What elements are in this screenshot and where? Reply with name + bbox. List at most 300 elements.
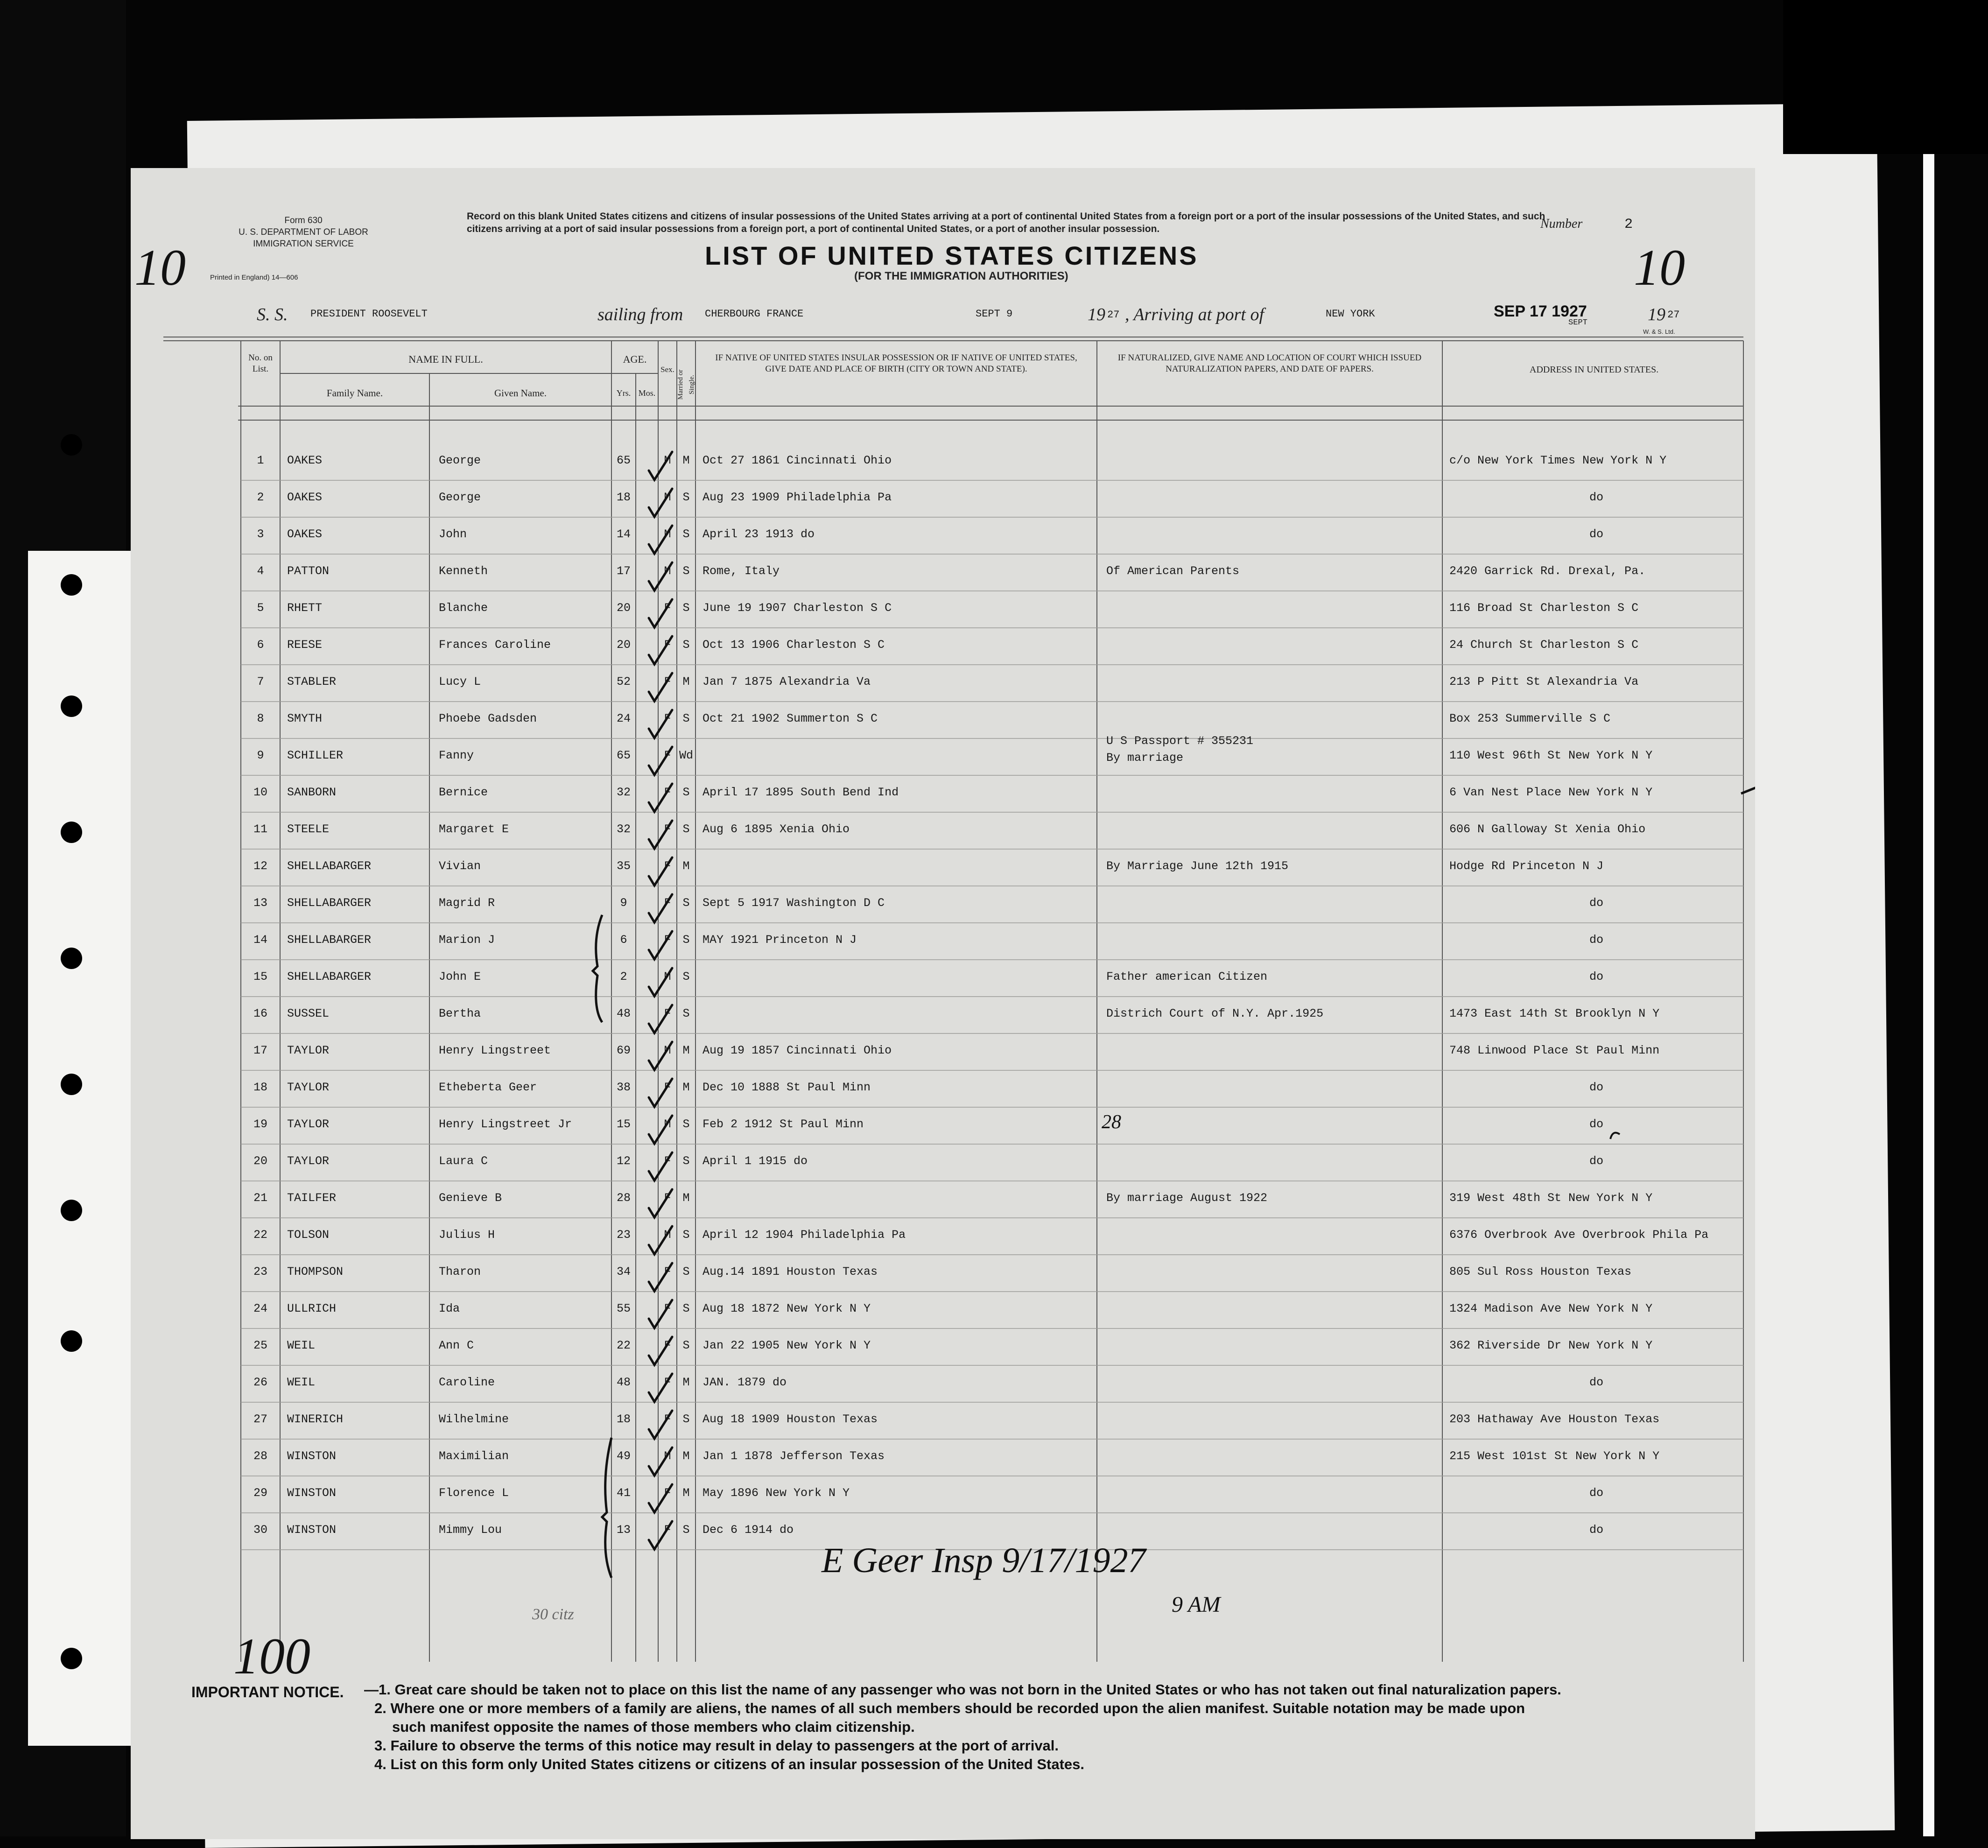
cell-given: Mimmy Lou <box>439 1523 502 1537</box>
binder-hole <box>61 822 82 843</box>
cell-age: 15 <box>616 1117 631 1131</box>
cell-sex: F <box>664 638 671 652</box>
cell-birth: Aug.14 1891 Houston Texas <box>702 1265 878 1279</box>
cell-sex: F <box>664 822 671 836</box>
check-mark <box>649 636 672 664</box>
cell-given: Bertha <box>439 1007 481 1020</box>
page-number-right: 10 <box>1634 239 1685 296</box>
cell-family: SHELLABARGER <box>287 859 372 873</box>
cell-no: 17 <box>253 1044 267 1057</box>
cell-given: Etheberta Geer <box>439 1081 537 1094</box>
year-to: 27 <box>1667 309 1680 321</box>
cell-birth: June 19 1907 Charleston S C <box>702 601 892 615</box>
page-edge-strip <box>1923 131 1934 1836</box>
cell-address: 362 Riverside Dr New York N Y <box>1449 1339 1653 1352</box>
cell-given: Phoebe Gadsden <box>439 712 537 725</box>
cell-address: c/o New York Times New York N Y <box>1449 454 1667 467</box>
cell-age: 65 <box>616 749 631 762</box>
cell-no: 6 <box>257 638 264 652</box>
check-mark <box>649 1152 672 1180</box>
cell-no: 3 <box>257 527 264 541</box>
cell-birth: Jan 22 1905 New York N Y <box>702 1339 871 1352</box>
cell-sex: F <box>664 1081 671 1094</box>
cell-no: 1 <box>257 454 264 467</box>
cell-birth: Sept 5 1917 Washington D C <box>702 896 885 910</box>
cell-ms: S <box>682 1412 690 1426</box>
cell-ms: S <box>682 933 690 947</box>
cell-address: 805 Sul Ross Houston Texas <box>1449 1265 1632 1279</box>
cell-sex: F <box>664 1191 671 1205</box>
cell-birth: Dec 10 1888 St Paul Minn <box>702 1081 871 1094</box>
cell-ms: S <box>682 638 690 652</box>
scan-corner <box>1783 0 1988 154</box>
cell-age: 20 <box>616 638 631 652</box>
year-prefix: 19 <box>1088 305 1105 324</box>
check-mark <box>649 1116 672 1144</box>
cell-address: 6376 Overbrook Ave Overbrook Phila Pa <box>1449 1228 1709 1242</box>
ship-name: PRESIDENT ROOSEVELT <box>310 308 428 320</box>
col-birth: IF NATIVE OF UNITED STATES INSULAR POSSESSION OR IF NATIVE OF UNITED STATES, GIVE DATE AND PLACE OF BIRTH (CITY OR TOWN AND STATE). <box>715 353 1077 374</box>
cell-given: Margaret E <box>439 822 509 836</box>
cell-address: do <box>1589 1486 1603 1500</box>
cell-family: SHELLABARGER <box>287 896 372 910</box>
cell-given: Genieve B <box>439 1191 502 1205</box>
cell-no: 5 <box>257 601 264 615</box>
cell-age: 48 <box>616 1007 631 1020</box>
check-mark <box>649 710 672 738</box>
cell-family: SHELLABARGER <box>287 970 372 984</box>
check-mark <box>649 857 672 885</box>
cell-address: do <box>1589 1376 1603 1389</box>
cell-birth: Oct 21 1902 Summerton S C <box>702 712 878 725</box>
cell-address: do <box>1589 1117 1603 1131</box>
cell-ms: S <box>682 1154 690 1168</box>
cell-given: Tharon <box>439 1265 481 1279</box>
check-mark <box>649 1189 672 1217</box>
cell-address: 110 West 96th St New York N Y <box>1449 749 1653 762</box>
cell-ms: M <box>682 1081 690 1094</box>
cell-sex: M <box>664 1044 671 1057</box>
cell-ms: M <box>682 1486 690 1500</box>
cell-given: Frances Caroline <box>439 638 551 652</box>
cell-ms: S <box>682 601 690 615</box>
cell-birth: Jan 1 1878 Jefferson Texas <box>702 1449 885 1463</box>
cell-family: SHELLABARGER <box>287 933 372 947</box>
cell-family: SCHILLER <box>287 749 344 762</box>
cell-family: TAYLOR <box>287 1081 330 1094</box>
cell-family: WINERICH <box>287 1412 344 1426</box>
cell-given: Maximilian <box>439 1449 509 1463</box>
binder-hole <box>61 948 82 969</box>
cell-ms: S <box>682 712 690 725</box>
cell-address: 1473 East 14th St Brooklyn N Y <box>1449 1007 1660 1020</box>
cell-given: Magrid R <box>439 896 495 910</box>
cell-family: OAKES <box>287 491 323 504</box>
port-from: CHERBOURG FRANCE <box>705 308 804 320</box>
cell-family: SMYTH <box>287 712 323 725</box>
printed-note: Printed in England) 14—606 <box>210 274 298 281</box>
col-married: Married or Single. <box>677 369 695 400</box>
department: U. S. DEPARTMENT OF LABOR <box>239 227 368 237</box>
cell-address: 215 West 101st St New York N Y <box>1449 1449 1660 1463</box>
signature-time: 9 AM <box>1172 1592 1221 1617</box>
cell-sex: F <box>664 859 671 873</box>
handwritten-note-28: 28 <box>1102 1111 1121 1133</box>
cell-no: 19 <box>253 1117 267 1131</box>
cell-family: STABLER <box>287 675 337 689</box>
check-mark <box>649 673 672 701</box>
cell-family: THOMPSON <box>287 1265 344 1279</box>
cell-address: do <box>1589 970 1603 984</box>
service: IMMIGRATION SERVICE <box>253 239 354 249</box>
cell-ms: S <box>682 1302 690 1315</box>
cell-sex: F <box>664 896 671 910</box>
cell-sex: F <box>664 1339 671 1352</box>
cell-no: 18 <box>253 1081 267 1094</box>
check-mark <box>649 599 672 627</box>
cell-address: 2420 Garrick Rd. Drexal, Pa. <box>1449 564 1646 578</box>
cell-birth: Aug 18 1909 Houston Texas <box>702 1412 878 1426</box>
cell-birth: Oct 27 1861 Cincinnati Ohio <box>702 454 892 467</box>
check-mark <box>649 1337 672 1365</box>
cell-given: Kenneth <box>439 564 488 578</box>
notice-item: 2. Where one or more members of a family are aliens, the names of all such members should be recorded upon the alien manifest. Suitable notation may be made upon <box>374 1700 1525 1716</box>
handwritten-marks <box>131 168 1755 1839</box>
cell-family: WINSTON <box>287 1486 337 1500</box>
check-mark <box>649 1226 672 1254</box>
notice-label: IMPORTANT NOTICE. <box>191 1684 344 1700</box>
cell-no: 28 <box>253 1449 267 1463</box>
page-number-left: 10 <box>134 239 186 296</box>
cell-sex: M <box>664 527 671 541</box>
cell-ms: S <box>682 970 690 984</box>
cell-sex: M <box>664 1228 671 1242</box>
cell-birth: JAN. 1879 do <box>702 1376 787 1389</box>
cell-no: 27 <box>253 1412 267 1426</box>
cell-no: 24 <box>253 1302 267 1315</box>
cell-age: 32 <box>616 822 631 836</box>
cell-no: 15 <box>253 970 267 984</box>
number-value: 2 <box>1624 217 1633 232</box>
check-mark <box>649 1079 672 1107</box>
cell-birth: Feb 2 1912 St Paul Minn <box>702 1117 864 1131</box>
cell-no: 8 <box>257 712 264 725</box>
cell-given: John <box>439 527 467 541</box>
sailing-label: sailing from <box>597 305 683 324</box>
cell-address: Box 253 Summerville S C <box>1449 712 1611 725</box>
cell-address: do <box>1589 933 1603 947</box>
cell-family: PATTON <box>287 564 330 578</box>
cell-family: WINSTON <box>287 1449 337 1463</box>
cell-given: Lucy L <box>439 675 481 689</box>
cell-birth: April 17 1895 South Bend Ind <box>702 786 899 799</box>
cell-given: Ann C <box>439 1339 474 1352</box>
cell-no: 25 <box>253 1339 267 1352</box>
cell-sex: M <box>664 1117 671 1131</box>
check-mark <box>649 1042 672 1070</box>
cell-ms: S <box>682 1265 690 1279</box>
notice-item: —1. Great care should be taken not to place on this list the name of any passenger who was not born in the United States or who has not taken out final naturalization papers. <box>364 1681 1561 1698</box>
cell-address: do <box>1589 491 1603 504</box>
cell-ms: S <box>682 1523 690 1537</box>
binder-hole <box>61 574 82 596</box>
cell-family: WEIL <box>287 1339 316 1352</box>
cell-family: ULLRICH <box>287 1302 337 1315</box>
cell-address: 203 Hathaway Ave Houston Texas <box>1449 1412 1660 1426</box>
cell-family: STEELE <box>287 822 330 836</box>
cell-no: 20 <box>253 1154 267 1168</box>
cell-sex: F <box>664 1302 671 1315</box>
check-mark <box>649 562 672 590</box>
cell-given: Vivian <box>439 859 481 873</box>
cell-age: 18 <box>616 1412 631 1426</box>
cell-sex: M <box>664 970 671 984</box>
cell-sex: F <box>664 1007 671 1020</box>
cell-age: 52 <box>616 675 631 689</box>
cell-ms: S <box>682 1228 690 1242</box>
notice-item: 3. Failure to observe the terms of this notice may result in delay to passengers at the port of arrival. <box>374 1737 1059 1754</box>
check-mark <box>649 1263 672 1291</box>
cell-ms: S <box>682 527 690 541</box>
cell-family: WEIL <box>287 1376 316 1389</box>
cell-birth: Oct 13 1906 Charleston S C <box>702 638 885 652</box>
cell-address: do <box>1589 1154 1603 1168</box>
cell-birth: Aug 23 1909 Philadelphia Pa <box>702 491 892 504</box>
cell-ms: M <box>682 1191 690 1205</box>
cell-ms: S <box>682 491 690 504</box>
cell-address: 748 Linwood Place St Paul Minn <box>1449 1044 1660 1057</box>
col-sex: Sex. <box>660 365 674 374</box>
date-to: SEPT <box>1568 318 1588 327</box>
cell-address: do <box>1589 1081 1603 1094</box>
cell-given: Henry Lingstreet Jr <box>439 1117 572 1131</box>
cell-family: REESE <box>287 638 323 652</box>
cell-sex: F <box>664 712 671 725</box>
cell-sex: F <box>664 933 671 947</box>
cell-ms: S <box>682 1339 690 1352</box>
cell-sex: F <box>664 1265 671 1279</box>
binder-hole <box>61 1200 82 1221</box>
cell-age: 23 <box>616 1228 631 1242</box>
cell-ms: S <box>682 1117 690 1131</box>
cell-birth: Rome, Italy <box>702 564 780 578</box>
check-mark <box>649 784 672 812</box>
cell-birth: April 23 1913 do <box>702 527 815 541</box>
cell-ms: Wd <box>679 749 693 762</box>
cell-age: 28 <box>616 1191 631 1205</box>
cell-age: 38 <box>616 1081 631 1094</box>
arriving-label: , Arriving at port of <box>1125 305 1264 324</box>
cell-family: TAYLOR <box>287 1044 330 1057</box>
check-mark <box>649 931 672 959</box>
cell-family: WINSTON <box>287 1523 337 1537</box>
cell-age: 14 <box>616 527 631 541</box>
year-from: 27 <box>1107 309 1120 321</box>
arrival-stamp: SEP 17 1927 <box>1494 302 1587 320</box>
check-mark <box>649 1374 672 1402</box>
year-prefix-2: 19 <box>1648 305 1665 324</box>
bottom-pencil-note: 30 citz <box>532 1606 574 1623</box>
cell-age: 9 <box>620 896 627 910</box>
cell-sex: F <box>664 786 671 799</box>
cell-address: do <box>1589 896 1603 910</box>
col-yrs: Yrs. <box>616 388 631 398</box>
cell-no: 30 <box>253 1523 267 1537</box>
check-mark <box>649 1411 672 1439</box>
cell-address: 213 P Pitt St Alexandria Va <box>1449 675 1639 689</box>
port-to: NEW YORK <box>1326 308 1375 320</box>
cell-family: TAYLOR <box>287 1154 330 1168</box>
col-name-group: NAME IN FULL. <box>408 353 483 365</box>
cell-given: Blanche <box>439 601 488 615</box>
cell-ms: S <box>682 896 690 910</box>
cell-no: 29 <box>253 1486 267 1500</box>
cell-no: 21 <box>253 1191 267 1205</box>
cell-sex: F <box>664 1154 671 1168</box>
col-age: AGE. <box>623 353 647 365</box>
cell-family: SANBORN <box>287 786 337 799</box>
cell-no: 26 <box>253 1376 267 1389</box>
cell-address: 606 N Galloway St Xenia Ohio <box>1449 822 1646 836</box>
inspector-signature: E Geer Insp 9/17/1927 <box>822 1541 1146 1580</box>
cell-age: 48 <box>616 1376 631 1389</box>
cell-family: SUSSEL <box>287 1007 330 1020</box>
cell-no: 7 <box>257 675 264 689</box>
cell-sex: F <box>664 1412 671 1426</box>
cell-sex: M <box>664 1449 671 1463</box>
cell-age: 65 <box>616 454 631 467</box>
cell-given: Wilhelmine <box>439 1412 509 1426</box>
cell-age: 13 <box>616 1523 631 1537</box>
cell-birth: Dec 6 1914 do <box>702 1523 794 1537</box>
cell-address: 6 Van Nest Place New York N Y <box>1449 786 1653 799</box>
cell-address: 1324 Madison Ave New York N Y <box>1449 1302 1653 1315</box>
cell-given: George <box>439 454 481 467</box>
col-no: No. on List. <box>248 353 273 374</box>
check-mark <box>649 1484 672 1512</box>
cell-age: 12 <box>616 1154 631 1168</box>
cell-sex: F <box>664 601 671 615</box>
bottom-count: 100 <box>233 1628 310 1685</box>
col-given: Given Name. <box>494 387 547 399</box>
cell-given: George <box>439 491 481 504</box>
cell-age: 32 <box>616 786 631 799</box>
check-mark <box>649 1005 672 1033</box>
notice-items <box>364 1680 1741 1774</box>
cell-nat: Of American Parents <box>1106 564 1240 578</box>
cell-age: 18 <box>616 491 631 504</box>
binder-hole <box>61 1074 82 1095</box>
cell-age: 17 <box>616 564 631 578</box>
cell-sex: F <box>664 675 671 689</box>
cell-ms: M <box>682 1044 690 1057</box>
check-mark <box>649 894 672 922</box>
cell-sex: F <box>664 1486 671 1500</box>
number-label: Number <box>1540 217 1583 231</box>
cell-address: do <box>1589 527 1603 541</box>
cell-age: 24 <box>616 712 631 725</box>
cell-no: 2 <box>257 491 264 504</box>
page-subtitle: (FOR THE IMMIGRATION AUTHORITIES) <box>854 270 1068 282</box>
cell-sex: F <box>664 1523 671 1537</box>
check-mark <box>649 452 672 480</box>
cell-birth: April 12 1904 Philadelphia Pa <box>702 1228 906 1242</box>
page-title: LIST OF UNITED STATES CITIZENS <box>705 241 1199 270</box>
cell-given: Henry Lingstreet <box>439 1044 551 1057</box>
notice-item: such manifest opposite the names of those members who claim citizenship. <box>392 1719 915 1735</box>
cell-given: Julius H <box>439 1228 495 1242</box>
manifest-sheet <box>131 168 1755 1839</box>
cell-birth: Aug 6 1895 Xenia Ohio <box>702 822 850 836</box>
col-mos: Mos. <box>638 388 656 398</box>
cell-given: Caroline <box>439 1376 495 1389</box>
cell-family: OAKES <box>287 454 323 467</box>
cell-age: 69 <box>616 1044 631 1057</box>
check-mark <box>649 747 672 775</box>
cell-no: 16 <box>253 1007 267 1020</box>
cell-ms: M <box>682 1449 690 1463</box>
check-mark <box>649 821 672 849</box>
cell-given: Laura C <box>439 1154 488 1168</box>
cell-birth: MAY 1921 Princeton N J <box>702 933 857 947</box>
cell-age: 20 <box>616 601 631 615</box>
cell-ms: S <box>682 822 690 836</box>
cell-address: do <box>1589 1523 1603 1537</box>
cell-nat: By marriage August 1922 <box>1106 1191 1268 1205</box>
printer-mark: W. & S. Ltd. <box>1643 328 1675 335</box>
col-address: ADDRESS IN UNITED STATES. <box>1529 365 1659 375</box>
check-mark <box>649 1521 672 1549</box>
check-mark <box>649 1300 672 1328</box>
cell-sex: M <box>664 491 671 504</box>
cell-birth: May 1896 New York N Y <box>702 1486 850 1500</box>
cell-sex: M <box>664 564 671 578</box>
cell-family: OAKES <box>287 527 323 541</box>
cell-ms: M <box>682 675 690 689</box>
col-naturalized: IF NATURALIZED, GIVE NAME AND LOCATION OF COURT WHICH ISSUED NATURALIZATION PAPERS, AND DATE OF PAPERS. <box>1117 353 1422 374</box>
cell-sex: F <box>664 1376 671 1389</box>
cell-ms: M <box>682 1376 690 1389</box>
cell-nat: Districh Court of N.Y. Apr.1925 <box>1106 1007 1324 1020</box>
binder-hole <box>61 1330 82 1352</box>
cell-address: 116 Broad St Charleston S C <box>1449 601 1639 615</box>
cell-no: 10 <box>253 786 267 799</box>
ss-label: S. S. <box>257 305 288 324</box>
cell-given: Ida <box>439 1302 460 1315</box>
cell-address: 24 Church St Charleston S C <box>1449 638 1639 652</box>
binder-hole <box>61 434 82 456</box>
cell-sex: M <box>664 454 671 467</box>
cell-given: John E <box>439 970 481 984</box>
form-number: Form 630 <box>284 216 323 225</box>
cell-given: Marion J <box>439 933 495 947</box>
cell-age: 35 <box>616 859 631 873</box>
check-mark <box>649 489 672 517</box>
cell-birth: Aug 18 1872 New York N Y <box>702 1302 871 1315</box>
check-mark <box>649 1447 672 1476</box>
cell-ms: S <box>682 1007 690 1020</box>
cell-given: Bernice <box>439 786 488 799</box>
cell-birth: April 1 1915 do <box>702 1154 808 1168</box>
cell-family: TAYLOR <box>287 1117 330 1131</box>
notice-item: 4. List on this form only United States citizens or citizens of an insular possession of the United States. <box>374 1756 1084 1772</box>
cell-age: 55 <box>616 1302 631 1315</box>
cell-nat: U S Passport # 355231 By marriage <box>1106 734 1254 765</box>
cell-no: 13 <box>253 896 267 910</box>
form-instructions: Record on this blank United States citizens and citizens of insular possessions of the United States arriving at a port of continental United States from a foreign port or a port of the insular possessions of the United States, and such citizens arriving at a port of said insular possessions from a foreign port, a port of continental United States, or a port of another insular possession. <box>467 211 1545 234</box>
cell-age: 49 <box>616 1449 631 1463</box>
col-family: Family Name. <box>326 387 383 399</box>
